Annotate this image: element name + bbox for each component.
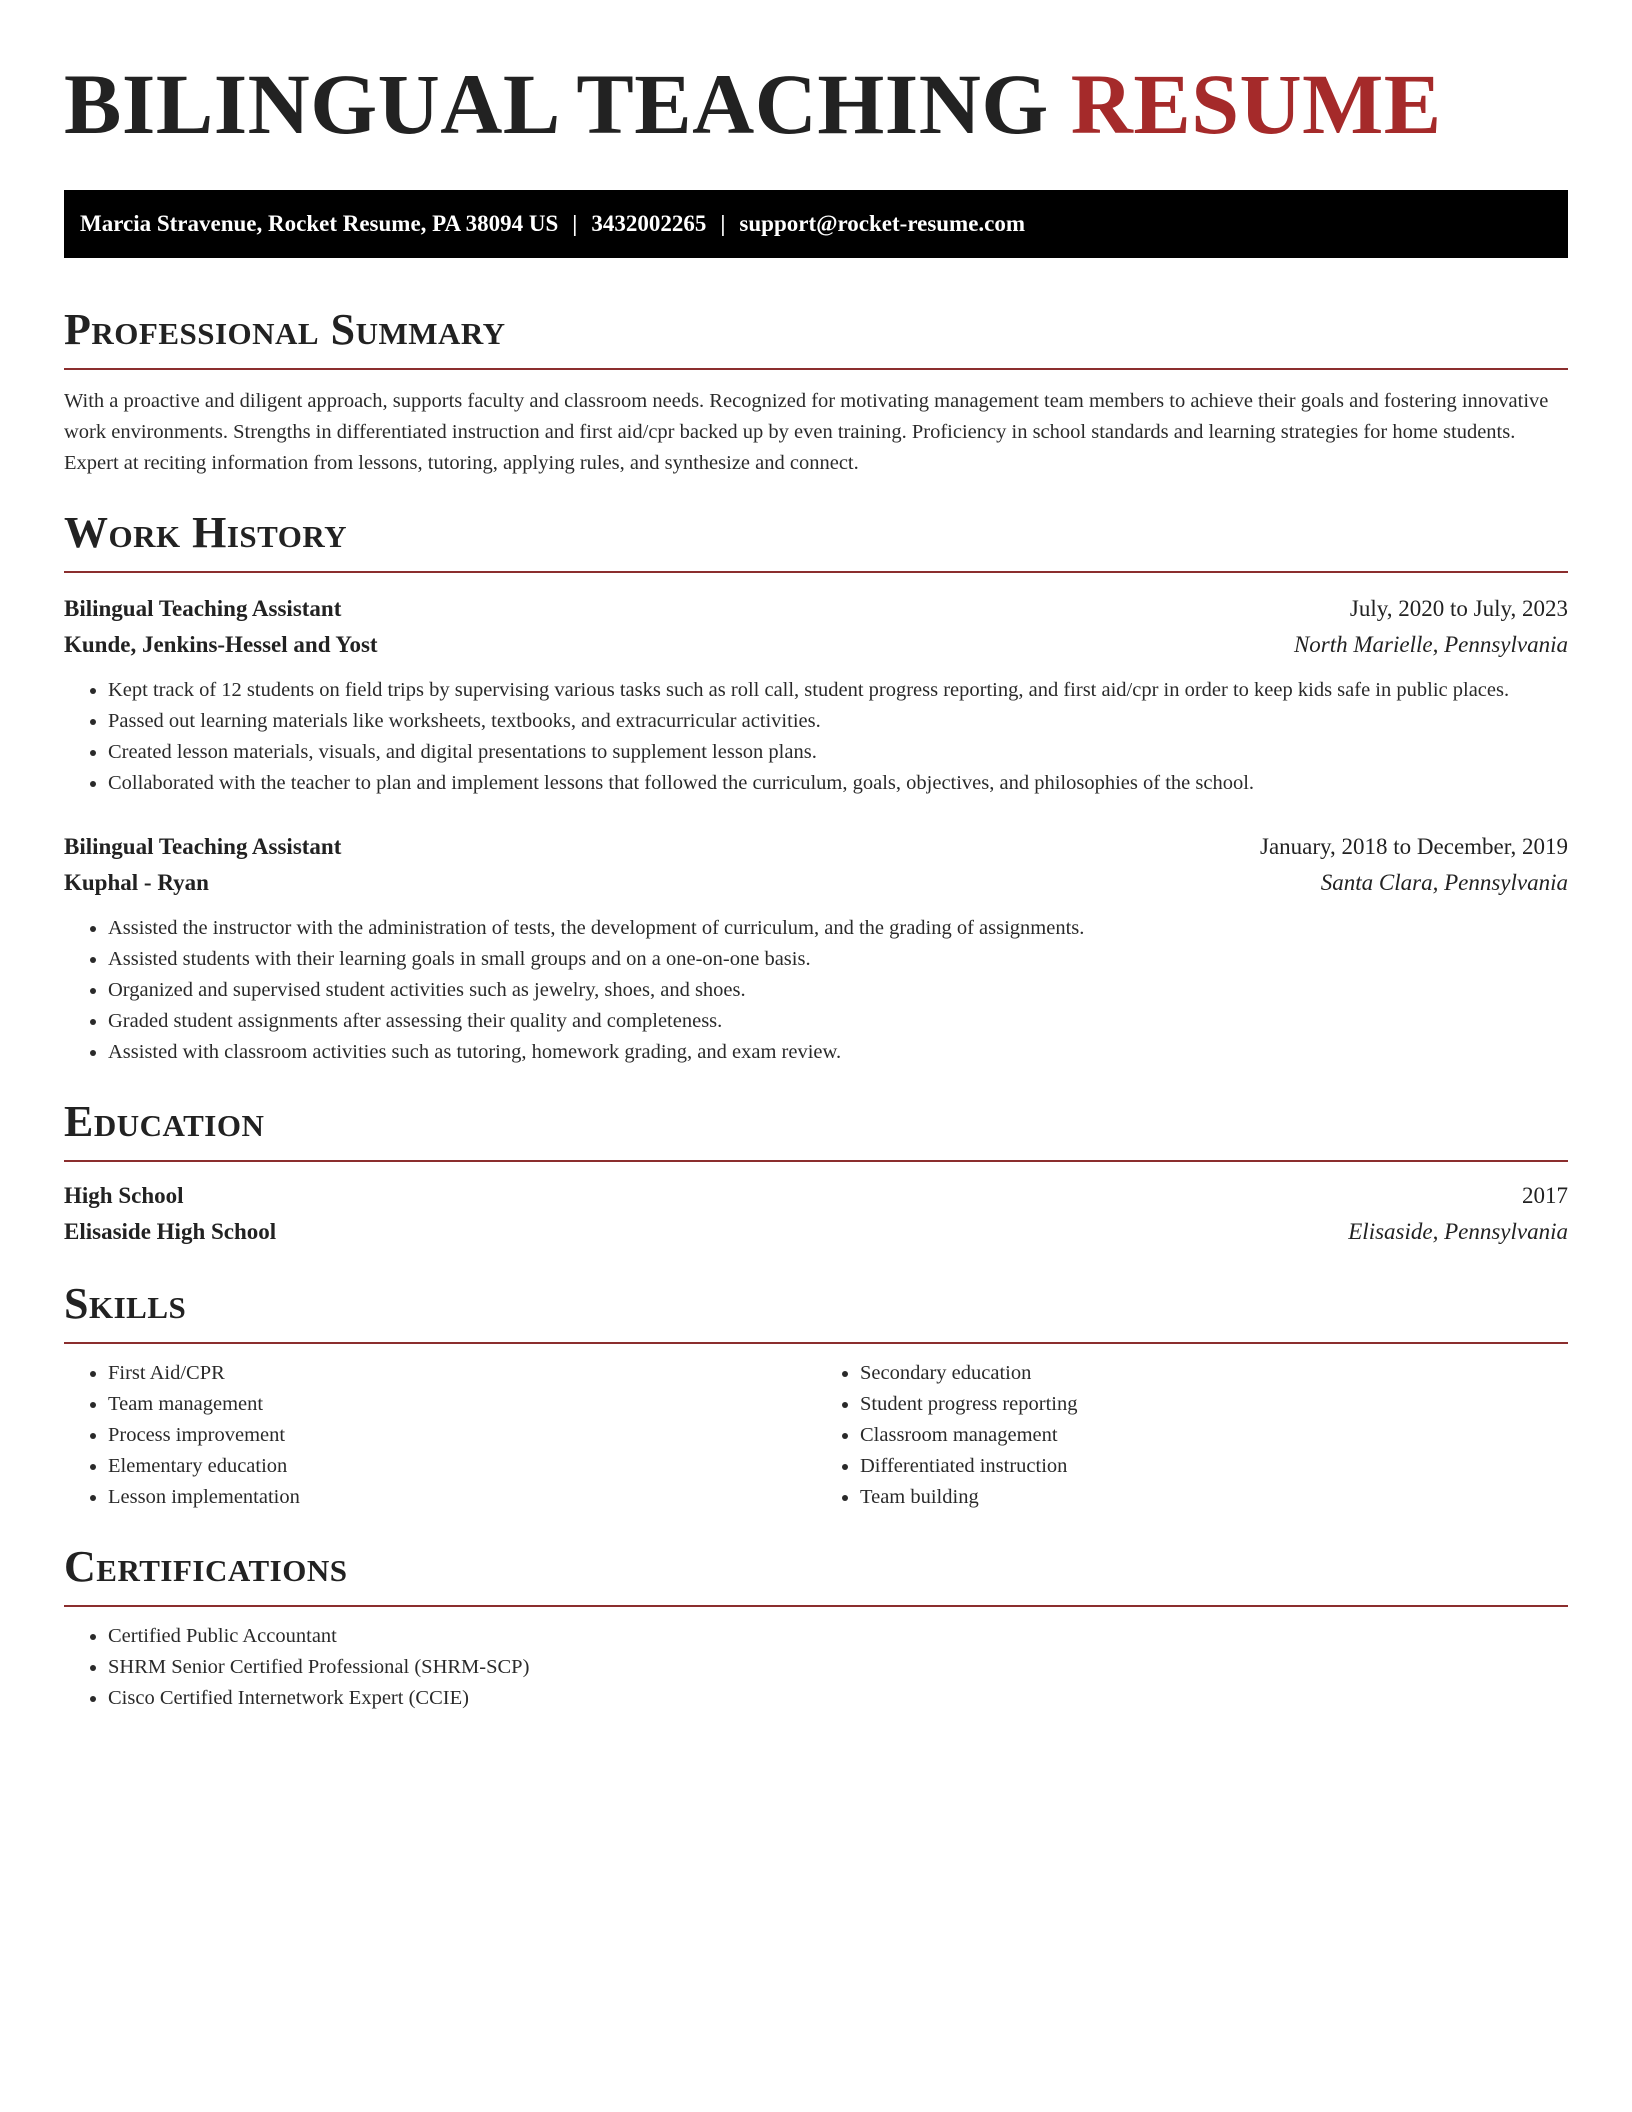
section-heading: Education <box>64 1097 265 1146</box>
list-item: • Assisted students with their learning goals in small groups and on a one-on-one basis. <box>108 944 1568 975</box>
list-item: • Passed out learning materials like worksheets, textbooks, and extracurricular activities. <box>108 706 1568 737</box>
list-item: • Cisco Certified Internetwork Expert (CCIE) <box>108 1683 1568 1714</box>
list-item: • Collaborated with the teacher to plan and implement lessons that followed the curriculum, goals, objectives, and philosophies of the school. <box>108 768 1568 799</box>
job-entry <box>64 829 1568 1068</box>
summary-text: With a proactive and diligent approach, supports faculty and classroom needs. Recognized for motivating management team members to achieve their goals and fostering innovative work environments. Strengths in differentiated instruction and first aid/cpr backed up by even training. Proficiency in school standards and learning strategies for home students. Expert at reciting information from lessons, tutoring, applying rules, and synthesize and connect. <box>64 390 1549 474</box>
section-heading: Professional Summary <box>64 305 506 354</box>
list-item: • Graded student assignments after assessing their quality and completeness. <box>108 1006 1568 1037</box>
section-heading: Work History <box>64 508 348 557</box>
job-dates: January, 2018 to December, 2019 <box>1260 834 1568 859</box>
job-location: Santa Clara, Pennsylvania <box>1320 870 1568 895</box>
job-header-row <box>64 591 1568 627</box>
section-divider <box>64 1160 1568 1162</box>
education-section <box>64 1094 1568 1250</box>
job-company-row <box>64 865 1568 901</box>
job-company: Kuphal - Ryan <box>64 870 209 895</box>
list-item: • Secondary education <box>860 1358 1568 1389</box>
job-header-row <box>64 829 1568 865</box>
job-company: Kunde, Jenkins-Hessel and Yost <box>64 632 378 657</box>
list-item: • Process improvement <box>108 1420 816 1451</box>
job-title: Bilingual Teaching Assistant <box>64 834 342 859</box>
work-history-section <box>64 505 1568 1068</box>
list-item: • Lesson implementation <box>108 1482 816 1513</box>
contact-email: support@rocket-resume.com <box>739 211 1026 236</box>
certifications-section <box>64 1539 1568 1714</box>
education-school-row <box>64 1214 1568 1250</box>
list-item: • Elementary education <box>108 1451 816 1482</box>
section-heading: Certifications <box>64 1542 348 1591</box>
section-divider <box>64 571 1568 573</box>
list-item: • Classroom management <box>860 1420 1568 1451</box>
certifications-list <box>64 1621 1568 1714</box>
list-item: • Student progress reporting <box>860 1389 1568 1420</box>
resume-title <box>64 56 1568 152</box>
list-item: • Organized and supervised student activities such as jewelry, shoes, and shoes. <box>108 975 1568 1006</box>
list-item: • Kept track of 12 students on field trips by supervising various tasks such as roll call, student progress reporting, and first aid/cpr in order to keep kids safe in public places. <box>108 675 1568 706</box>
list-item: • Assisted the instructor with the administration of tests, the development of curriculum, and the grading of assignments. <box>108 913 1568 944</box>
list-item: • First Aid/CPR <box>108 1358 816 1389</box>
list-item: • Certified Public Accountant <box>108 1621 1568 1652</box>
list-item: • Created lesson materials, visuals, and digital presentations to supplement lesson plans. <box>108 737 1568 768</box>
education-school: Elisaside High School <box>64 1219 277 1244</box>
list-item: • Differentiated instruction <box>860 1451 1568 1482</box>
education-year: 2017 <box>1522 1183 1568 1208</box>
summary-section <box>64 302 1568 479</box>
skills-right-list <box>816 1358 1568 1513</box>
contact-separator: | <box>720 211 726 236</box>
job-bullets <box>64 675 1568 799</box>
job-bullets <box>64 913 1568 1068</box>
education-degree: High School <box>64 1183 184 1208</box>
education-entry <box>64 1178 1568 1250</box>
list-item: • Team building <box>860 1482 1568 1513</box>
section-divider <box>64 368 1568 370</box>
list-item: • Team management <box>108 1389 816 1420</box>
education-header-row <box>64 1178 1568 1214</box>
job-entry <box>64 591 1568 799</box>
job-location: North Marielle, Pennsylvania <box>1293 632 1568 657</box>
contact-address: Marcia Stravenue, Rocket Resume, PA 38094 US <box>80 211 559 236</box>
skills-left-list <box>64 1358 816 1513</box>
list-item: • SHRM Senior Certified Professional (SHRM-SCP) <box>108 1652 1568 1683</box>
title-main: BILINGUAL TEACHING <box>64 56 1049 152</box>
job-dates: July, 2020 to July, 2023 <box>1349 596 1568 621</box>
section-divider <box>64 1342 1568 1344</box>
skills-columns <box>64 1358 1568 1513</box>
contact-phone: 3432002265 <box>591 211 707 236</box>
section-heading: Skills <box>64 1279 187 1328</box>
contact-bar <box>64 190 1568 258</box>
list-item: • Assisted with classroom activities such as tutoring, homework grading, and exam review. <box>108 1037 1568 1068</box>
skills-section <box>64 1276 1568 1513</box>
education-location: Elisaside, Pennsylvania <box>1348 1219 1568 1244</box>
contact-separator: | <box>572 211 578 236</box>
title-accent: RESUME <box>1070 56 1442 152</box>
section-divider <box>64 1605 1568 1607</box>
job-company-row <box>64 627 1568 663</box>
job-title: Bilingual Teaching Assistant <box>64 596 342 621</box>
